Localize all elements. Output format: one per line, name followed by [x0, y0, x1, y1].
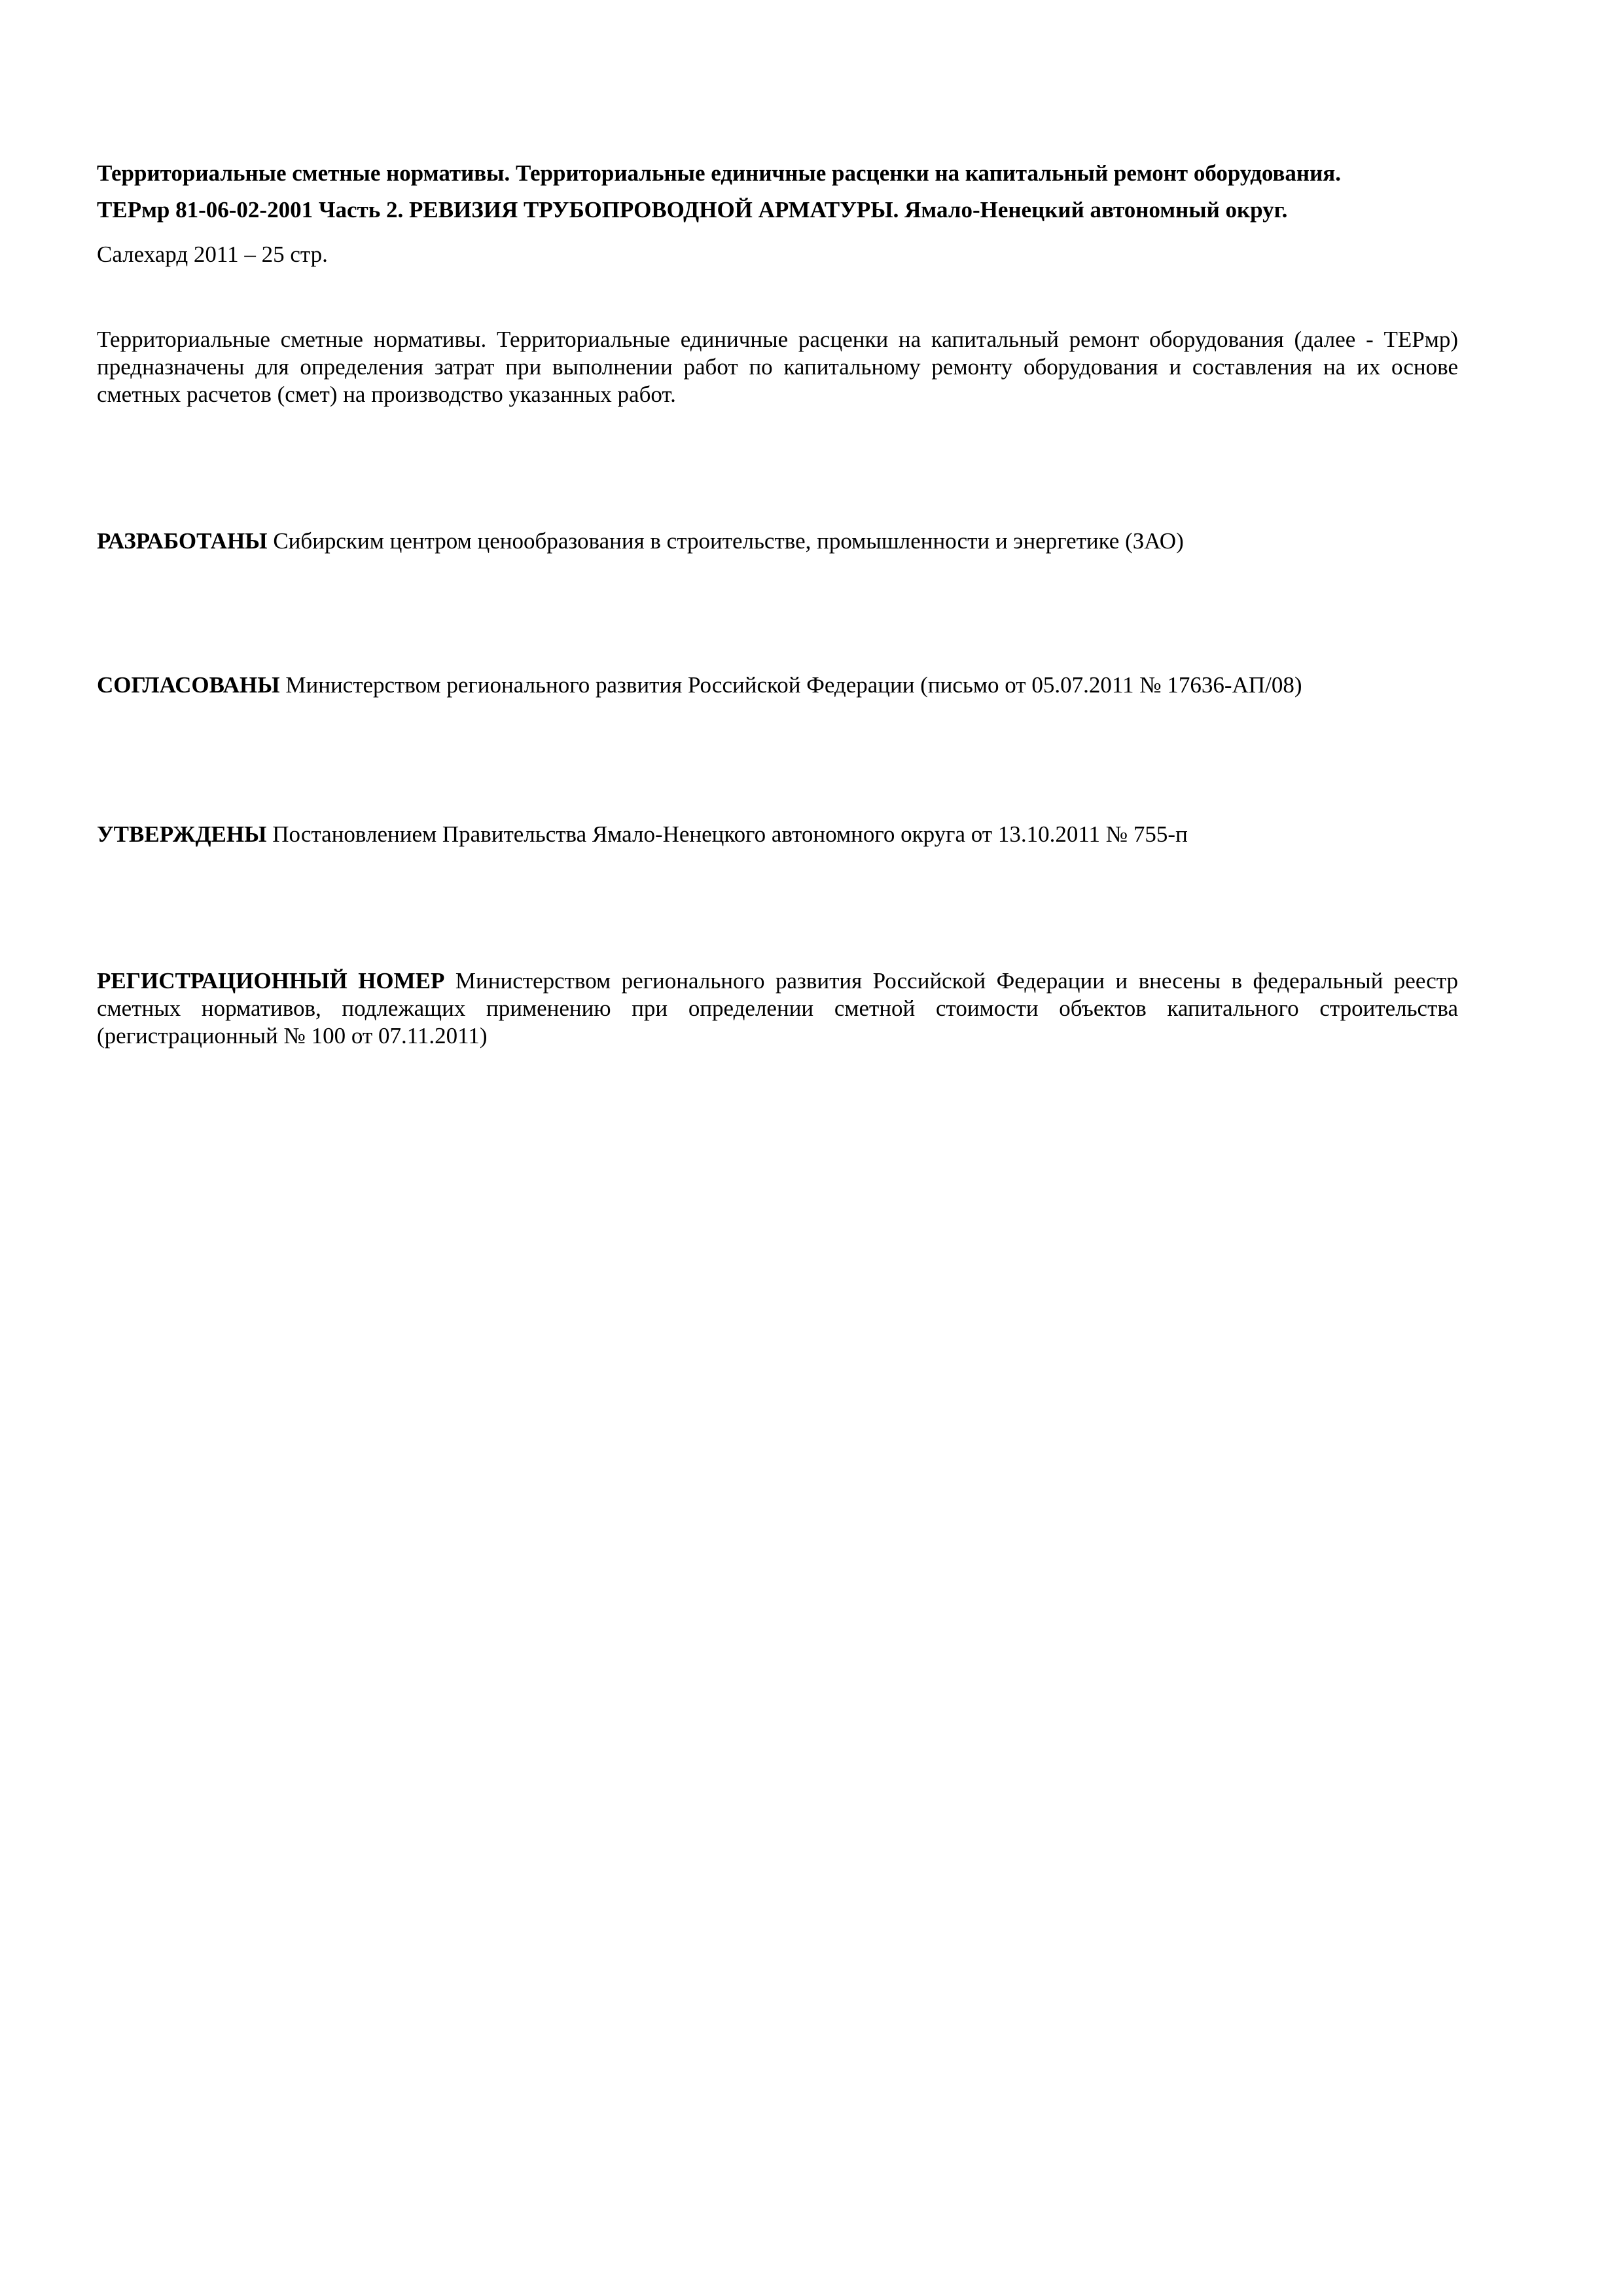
section-approved-label: УТВЕРЖДЕНЫ	[97, 821, 267, 847]
section-approved-text: Постановлением Правительства Ямало-Ненецкого автономного округа от 13.10.2011 № 755-п	[272, 821, 1188, 847]
section-developed-label: РАЗРАБОТАНЫ	[97, 528, 268, 554]
section-developed	[97, 528, 1458, 555]
section-agreed	[97, 672, 1458, 699]
publication-info: Салехард 2011 – 25 стр.	[97, 242, 328, 267]
section-approved	[97, 821, 1458, 848]
section-registration-label: РЕГИСТРАЦИОННЫЙ НОМЕР	[97, 968, 445, 994]
section-registration-text: Министерством регионального развития Российской Федерации и внесены в федеральный реестр сметных нормативов, подлежащих применению при определении сметной стоимости объектов капитального строительства (регистрационный № 100 от 07.11.2011)	[97, 968, 1459, 1049]
section-agreed-text: Министерством регионального развития Российской Федерации (письмо от 05.07.2011 № 17636-АП/08)	[285, 672, 1302, 698]
section-registration	[97, 967, 1458, 1050]
document-subtitle: ТЕРмр 81-06-02-2001 Часть 2. РЕВИЗИЯ ТРУБОПРОВОДНОЙ АРМАТУРЫ. Ямало-Ненецкий автономный округ.	[97, 197, 1288, 223]
section-agreed-label: СОГЛАСОВАНЫ	[97, 672, 280, 698]
section-developed-text: Сибирским центром ценообразования в строительстве, промышленности и энергетике (ЗАО)	[273, 528, 1184, 554]
intro-paragraph: Территориальные сметные нормативы. Территориальные единичные расценки на капитальный ремонт оборудования (далее - ТЕРмр) предназначены для определения затрат при выполнении работ по капитальному ремонту оборудования и составления на их основе сметных расчетов (смет) на производство указанных работ.	[97, 327, 1458, 407]
document-page	[97, 160, 1458, 1050]
document-title: Территориальные сметные нормативы. Территориальные единичные расценки на капитальный ремонт оборудования.	[97, 160, 1341, 186]
